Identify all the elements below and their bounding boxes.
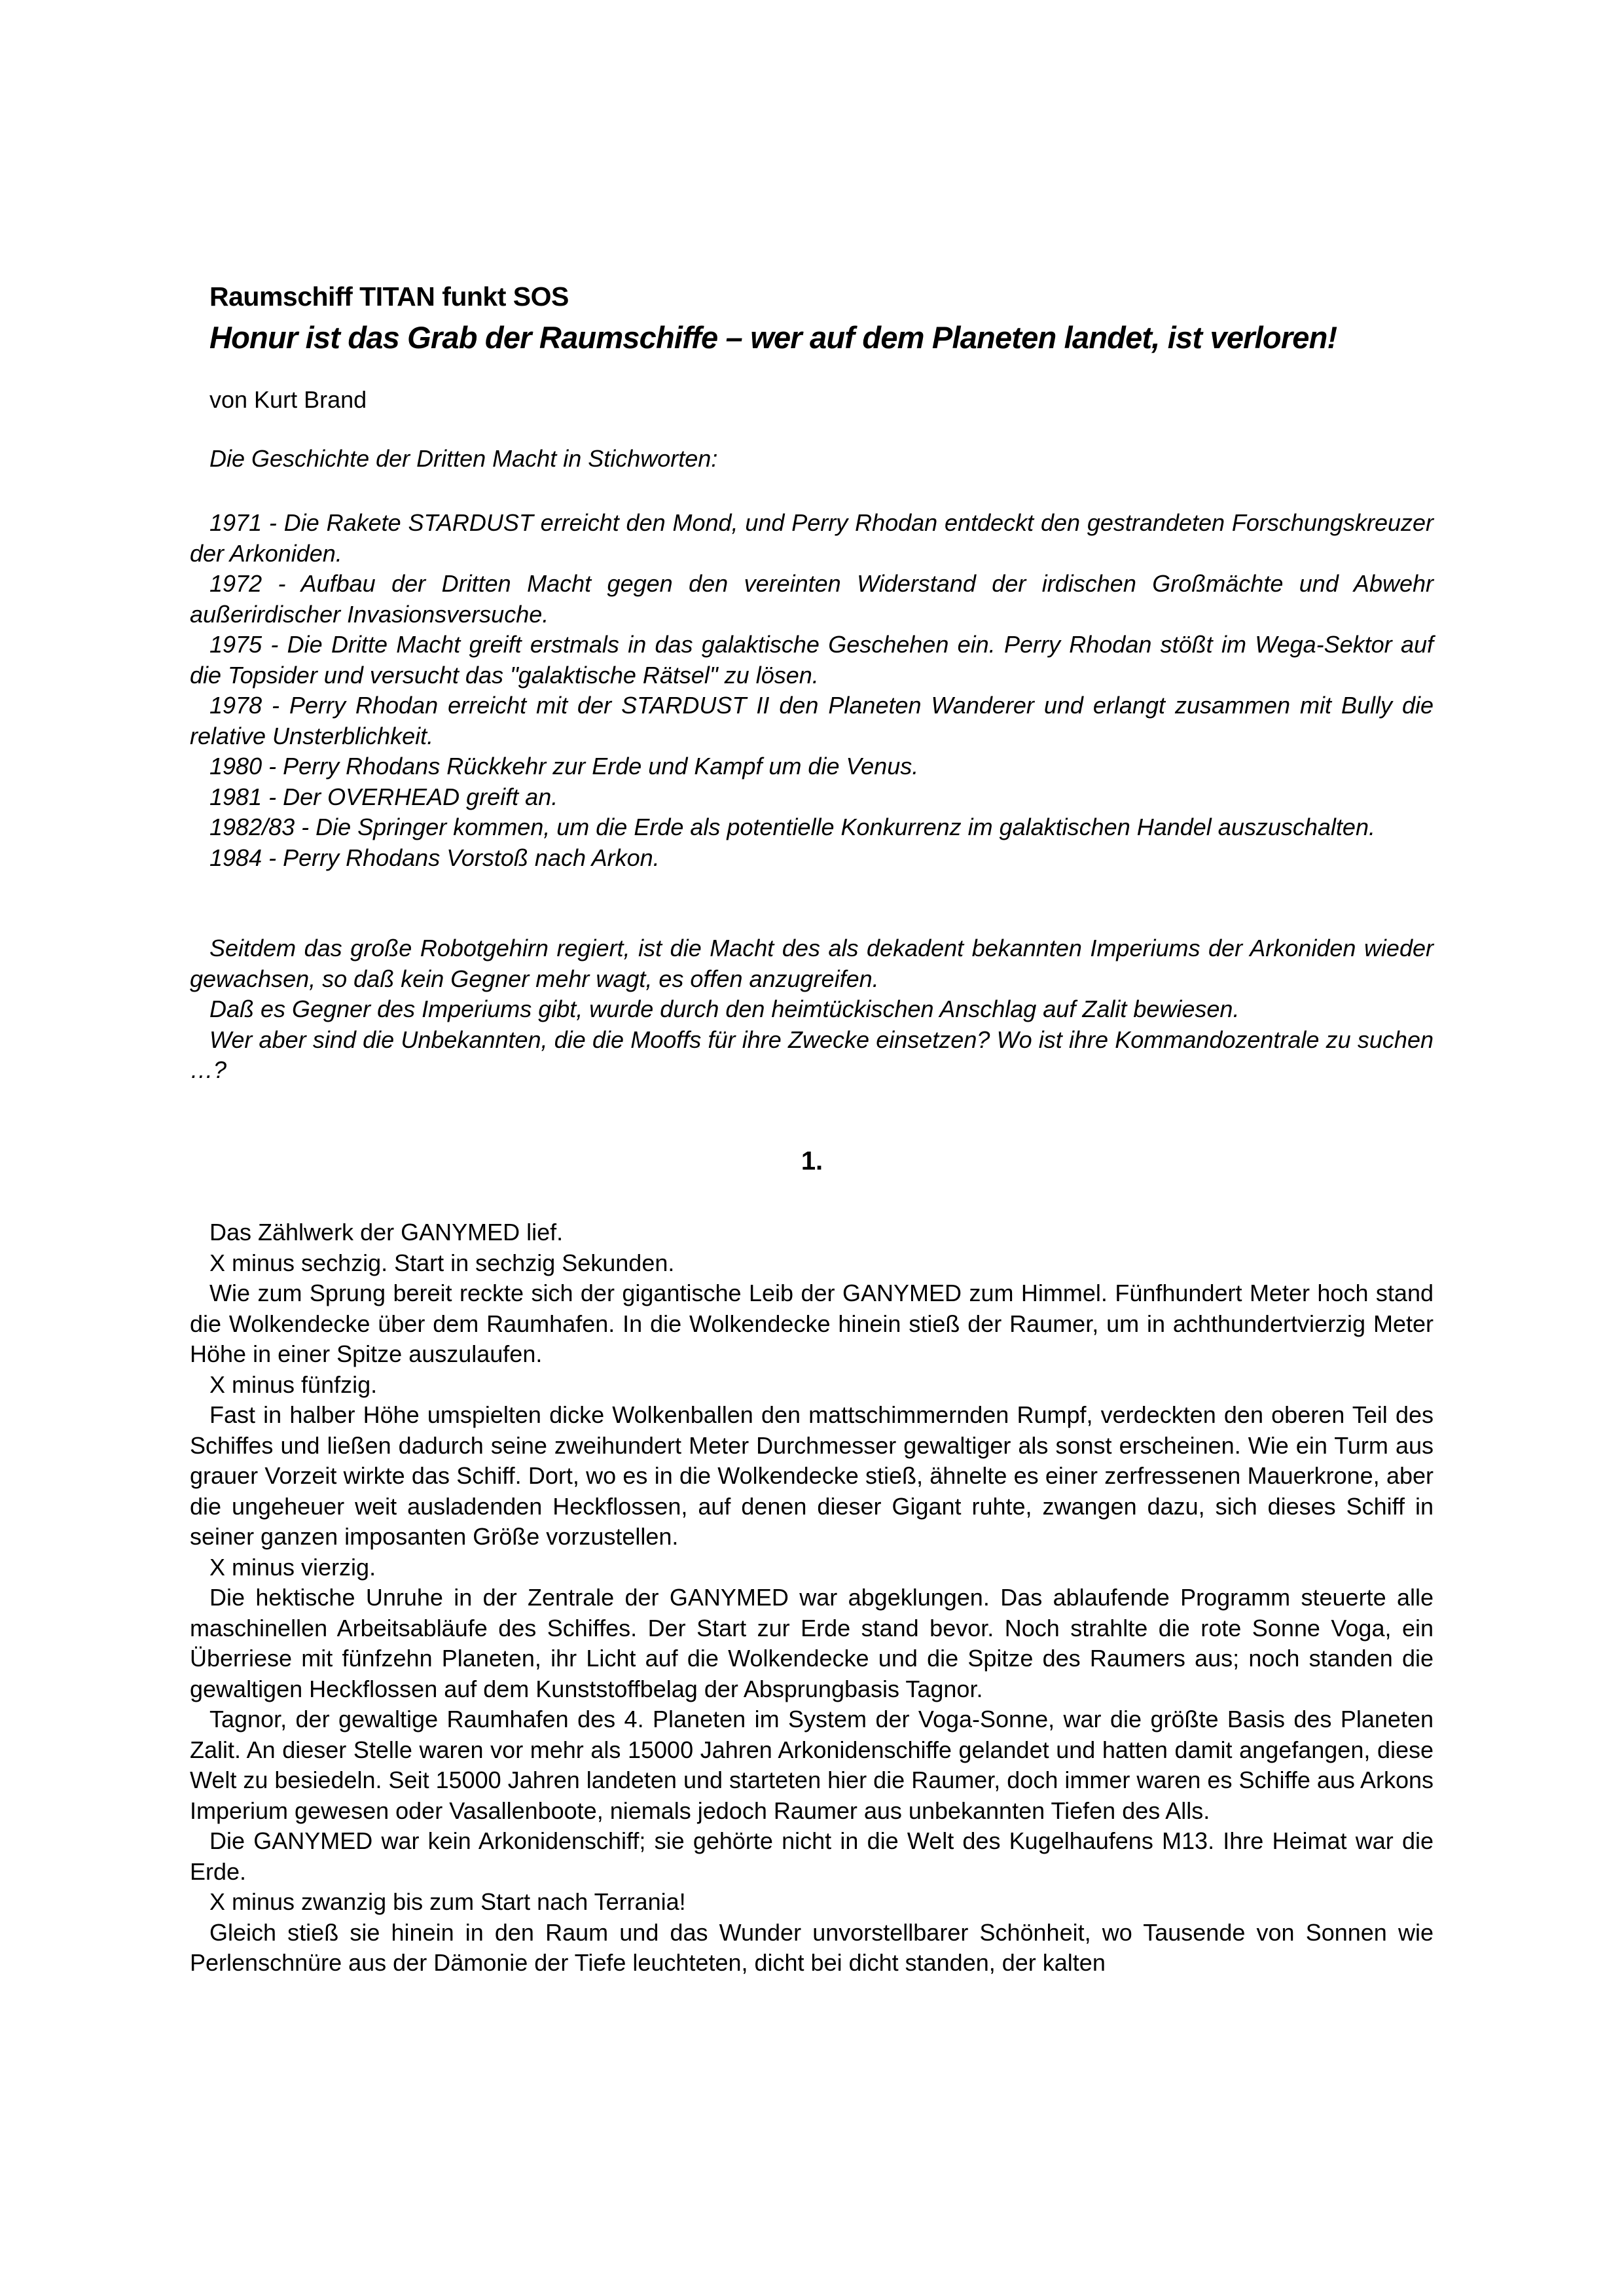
timeline-entry: 1975 - Die Dritte Macht greift erstmals in das galaktische Geschehen ein. Perry Rhodan stößt im Wega-Sektor auf die Topsider und versucht das "galaktische Rätsel" zu lösen. [190,631,1434,689]
intro-heading: Die Geschichte der Dritten Macht in Stichworten: [209,445,718,472]
timeline-entry: 1982/83 - Die Springer kommen, um die Erde als potentielle Konkurrenz im galaktischen Handel auszuschalten. [209,814,1375,840]
timeline-entry: 1981 - Der OVERHEAD greift an. [209,783,558,810]
timeline-entry: 1972 - Aufbau der Dritten Macht gegen den vereinten Widerstand der irdischen Großmächte und Abwehr außerirdischer Invasionsversuche. [190,570,1434,628]
story-paragraph: Die hektische Unruhe in der Zentrale der GANYMED war abgeklungen. Das ablaufende Programm steuerte alle maschinellen Arbeitsabläufe des Schiffes. Der Start zur Erde stand bevor. Noch strahlte die rote Sonne Voga, ein Überriese mit fünfzehn Planeten, ihr Licht auf die Wolkendecke und die Spitze des Raumers aus; noch standen die gewaltigen Heckflossen auf dem Kunststoffbelag der Absprungbasis Tagnor. [190,1584,1434,1702]
story-paragraph: X minus fünfzig. [209,1371,378,1398]
summary-paragraph: Daß es Gegner des Imperiums gibt, wurde durch den heimtückischen Anschlag auf Zalit bewiesen. [209,996,1240,1022]
timeline-section [190,508,1434,873]
timeline-entry: 1971 - Die Rakete STARDUST erreicht den Mond, und Perry Rhodan entdeckt den gestrandeten Forschungskreuzer der Arkoniden. [190,509,1434,567]
story-paragraph: Die GANYMED war kein Arkonidenschiff; sie gehörte nicht in die Welt des Kugelhaufens M13. Ihre Heimat war die Erde. [190,1827,1434,1885]
document-subtitle: Honur ist das Grab der Raumschiffe – wer auf dem Planeten landet, ist verloren! [209,320,1337,355]
document-title: Raumschiff TITAN funkt SOS [209,281,569,312]
story-paragraph: Gleich stieß sie hinein in den Raum und das Wunder unvorstellbarer Schönheit, wo Tausende von Sonnen wie Perlenschnüre aus der Dämonie der Tiefe leuchteten, dicht bei dicht standen, der kalten [190,1918,1434,1976]
story-paragraph: Tagnor, der gewaltige Raumhafen des 4. Planeten im System der Voga-Sonne, war die größte Basis des Planeten Zalit. An dieser Stelle waren vor mehr als 15000 Jahren Arkonidenschiffe gelandet und hatten damit angefangen, diese Welt zu besiedeln. Seit 15000 Jahren landeten und starteten hier die Raumer, doch immer waren es Schiffe aus Arkons Imperium gewesen oder Vasallenboote, niemals jedoch Raumer aus unbekannten Tiefen des Alls. [190,1706,1434,1824]
story-paragraph: Das Zählwerk der GANYMED lief. [209,1219,564,1246]
story-section [190,1217,1434,1979]
summary-section [190,933,1434,1086]
story-paragraph: Fast in halber Höhe umspielten dicke Wolkenballen den mattschimmernden Rumpf, verdeckten den oberen Teil des Schiffes und ließen dadurch seine zweihundert Meter Durchmesser gewaltiger als sonst erscheinen. Wie ein Turm aus grauer Vorzeit wirkte das Schiff. Dort, wo es in die Wolkendecke stieß, ähnelte es einer zerfressenen Mauerkrone, aber die ungeheuer weit ausladenden Heckflossen, auf denen dieser Gigant ruhte, zwangen dazu, sich dieses Schiff in seiner ganzen imposanten Größe vorzustellen. [190,1401,1434,1550]
story-paragraph: X minus vierzig. [209,1553,376,1581]
timeline-entry: 1978 - Perry Rhodan erreicht mit der STARDUST II den Planeten Wanderer und erlangt zusammen mit Bully die relative Unsterblichkeit. [190,692,1434,749]
timeline-entry: 1980 - Perry Rhodans Rückkehr zur Erde und Kampf um die Venus. [209,753,919,780]
author-line: von Kurt Brand [209,386,367,413]
story-paragraph: Wie zum Sprung bereit reckte sich der gigantische Leib der GANYMED zum Himmel. Fünfhundert Meter hoch stand die Wolkendecke über dem Raumhafen. In die Wolkendecke hinein stieß der Raumer, um in achthundertvierzig Meter Höhe in einer Spitze auszulaufen. [190,1280,1434,1367]
timeline-entry: 1984 - Perry Rhodans Vorstoß nach Arkon. [209,844,660,871]
summary-paragraph: Seitdem das große Robotgehirn regiert, ist die Macht des als dekadent bekannten Imperiums der Arkoniden wieder gewachsen, so daß kein Gegner mehr wagt, es offen anzugreifen. [190,935,1434,992]
story-paragraph: X minus zwanzig bis zum Start nach Terrania! [209,1888,686,1915]
chapter-number: 1. [801,1147,823,1175]
story-paragraph: X minus sechzig. Start in sechzig Sekunden. [209,1249,675,1276]
summary-paragraph: Wer aber sind die Unbekannten, die die Mooffs für ihre Zwecke einsetzen? Wo ist ihre Kommandozentrale zu suchen …? [190,1026,1434,1083]
